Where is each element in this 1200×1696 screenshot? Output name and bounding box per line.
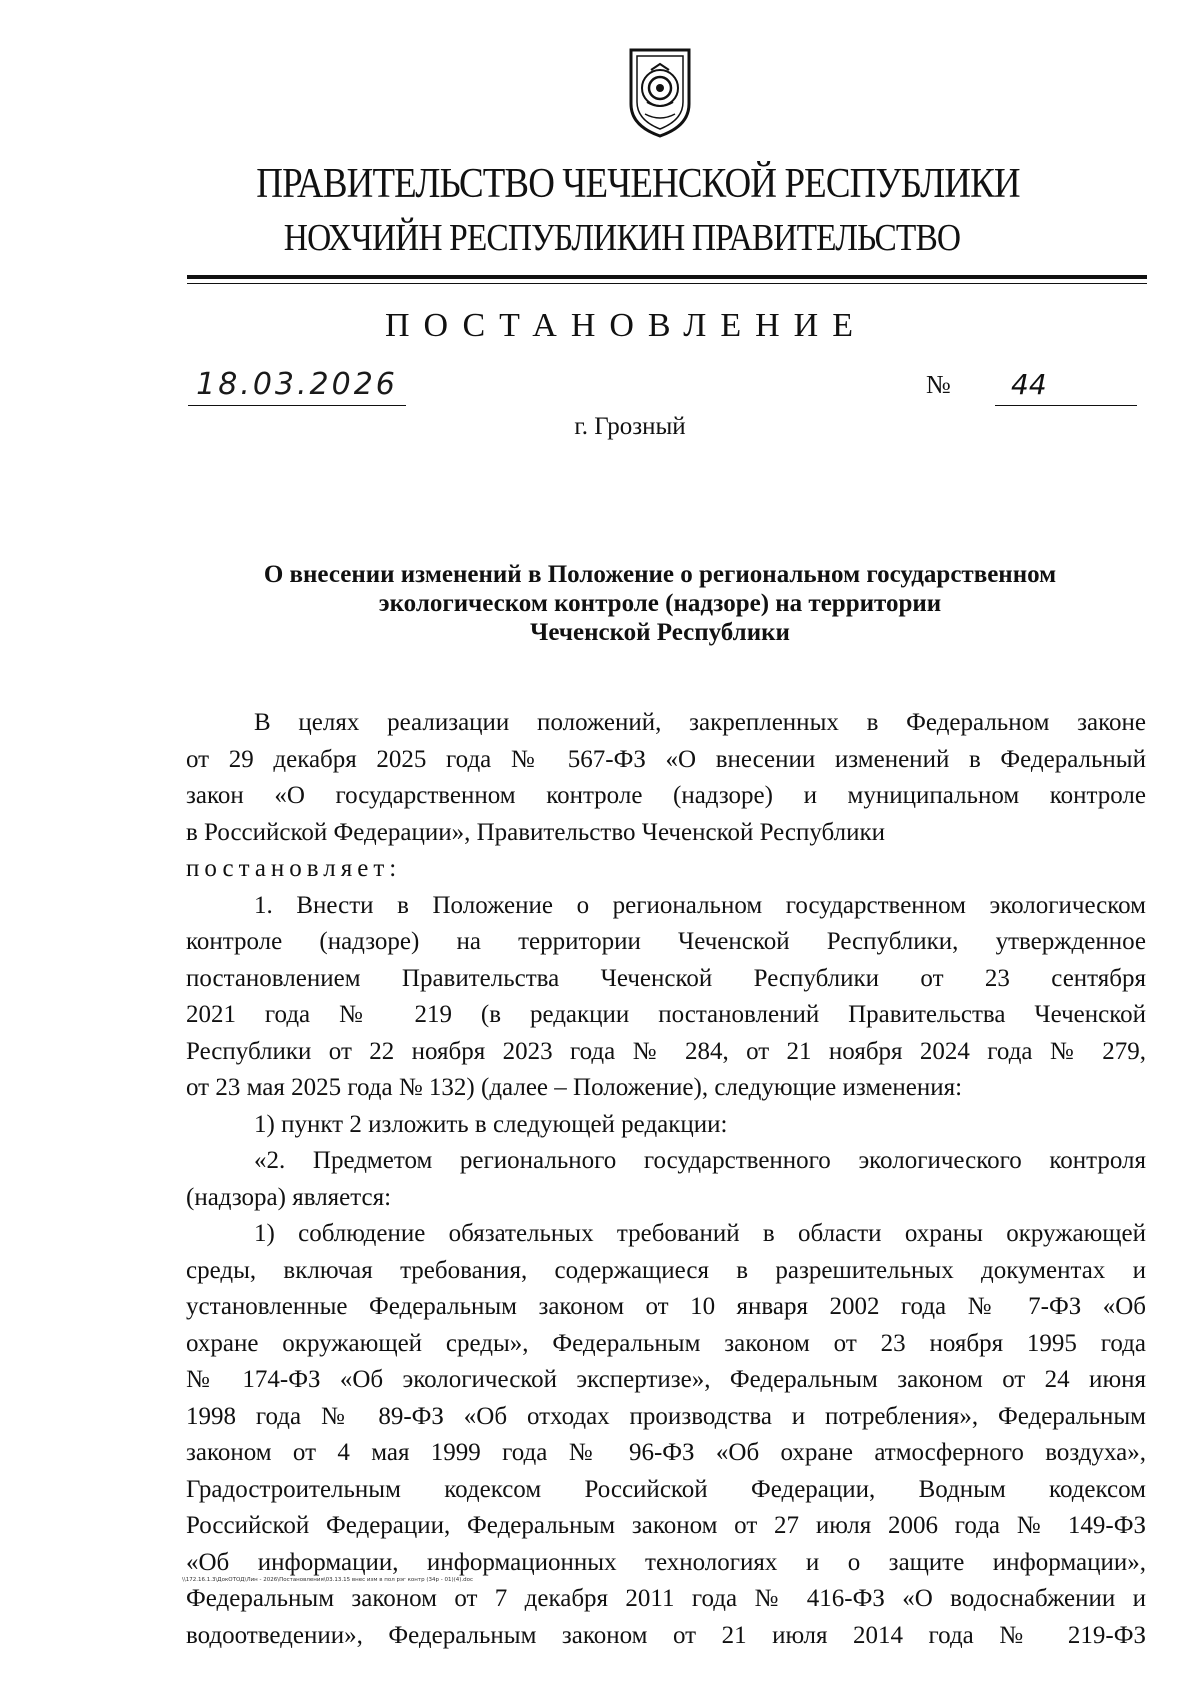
header-rule-thick (187, 275, 1147, 279)
body-line: 1) пункт 2 изложить в следующей редакции: (254, 1110, 728, 1138)
document-body (186, 705, 1146, 1654)
body-line: законом от 4 мая 1999 года № 96-ФЗ «Об охране атмосферного воздуха», (186, 1439, 1146, 1466)
body-line: «Об информации, информационных технологиях и о защите информации», (186, 1548, 1146, 1576)
body-line: от 23 мая 2025 года № 132) (далее – Положение), следующие изменения: (186, 1074, 963, 1101)
body-line: постановляет: (186, 855, 402, 882)
body-line: постановлением Правительства Чеченской Республики от 23 сентября (186, 964, 1146, 992)
body-line: 1) соблюдение обязательных требований в области охраны окружающей (254, 1220, 1146, 1247)
document-date: 18.03.2026 (188, 365, 406, 406)
document-subject (180, 560, 1140, 647)
body-line: контроле (надзоре) на территории Чеченской Республики, утвержденное (186, 928, 1146, 955)
government-name-ce: НОХЧИЙН РЕСПУБЛИКИН ПРАВИТЕЛЬСТВО (283, 217, 961, 259)
body-line: 1998 года № 89-ФЗ «Об отходах производства и потребления», Федеральным (186, 1402, 1146, 1430)
header-rule-thin (187, 283, 1147, 284)
body-line: 2021 года № 219 (в редакции постановлений Правительства Чеченской (186, 1001, 1146, 1028)
footer-file-path: \\172.16.1.3\ДокОТОД\Лин - 2026\Постановления\03.13.15 внес изм в пол рэг контр (34р - 01)(4).doc (182, 1577, 474, 1583)
body-line: в Российской Федерации», Правительство Чеченской Республики (186, 818, 885, 846)
subject-line: экологическом контроле (надзоре) на территории (378, 590, 942, 617)
body-line: № 174-ФЗ «Об экологической экспертизе», Федеральным законом от 24 июня (186, 1366, 1146, 1393)
body-line: водоотведении», Федеральным законом от 21 июля 2014 года № 219-ФЗ (186, 1621, 1146, 1649)
body-line: охране окружающей среды», Федеральным законом от 23 ноября 1995 года (186, 1329, 1146, 1357)
body-line: среды, включая требования, содержащиеся в разрешительных документах и (186, 1256, 1146, 1284)
document-number-label: № (926, 370, 951, 399)
document-number: 44 (995, 365, 1137, 406)
body-line: Российской Федерации, Федеральным законом от 27 июля 2006 года № 149-ФЗ (186, 1512, 1146, 1539)
body-line: установленные Федеральным законом от 10 января 2002 года № 7-ФЗ «Об (186, 1293, 1146, 1320)
government-name-ru: ПРАВИТЕЛЬСТВО ЧЕЧЕНСКОЙ РЕСПУБЛИКИ (256, 161, 1020, 207)
body-line: «2. Предметом регионального государственного экологического контроля (254, 1147, 1146, 1174)
body-line: В целях реализации положений, закрепленных в Федеральном законе (254, 709, 1146, 736)
body-line: закон «О государственном контроле (надзоре) и муниципальном контроле (186, 782, 1146, 809)
body-line: 1. Внести в Положение о региональном государственном экологическом (254, 891, 1146, 919)
document-kind: ПОСТАНОВЛЕНИЕ (384, 307, 868, 344)
body-line: от 29 декабря 2025 года № 567-ФЗ «О внесении изменений в Федеральный (186, 745, 1146, 773)
subject-line: Чеченской Республики (530, 619, 790, 646)
body-line: Градостроительным кодексом Российской Федерации, Водным кодексом (186, 1475, 1146, 1503)
subject-line: О внесении изменений в Положение о региональном государственном (263, 561, 1057, 588)
document-city: г. Грозный (574, 413, 686, 440)
coat-of-arms-icon (625, 44, 695, 142)
body-line: Республики от 22 ноября 2023 года № 284, от 21 ноября 2024 года № 279, (186, 1037, 1146, 1065)
body-line: Федеральным законом от 7 декабря 2011 года № 416-ФЗ «О водоснабжении и (186, 1585, 1146, 1612)
body-line: (надзора) является: (186, 1183, 392, 1211)
